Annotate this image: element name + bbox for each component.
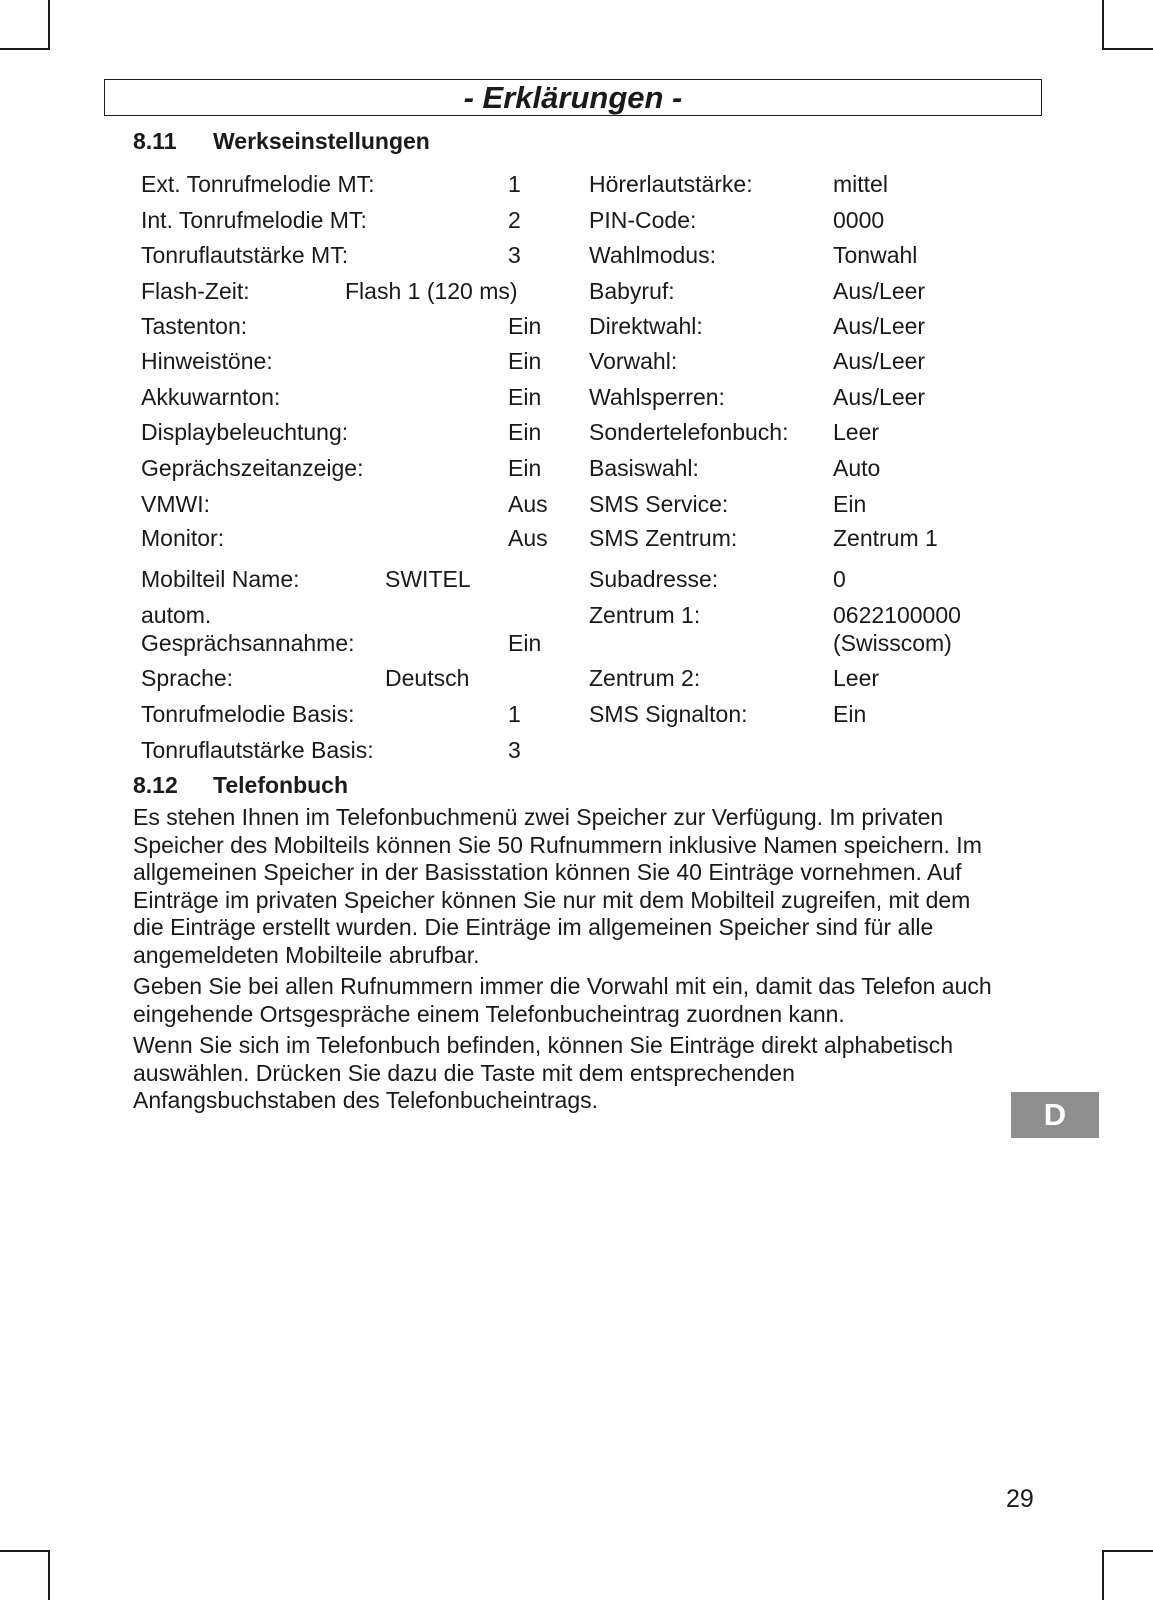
setting-value: Ein — [508, 455, 542, 481]
setting-value: 0000 — [833, 207, 885, 233]
setting-value: 3 — [508, 737, 521, 763]
setting-label: Hörerlautstärke: — [589, 171, 753, 197]
setting-label: Subadresse: — [589, 566, 719, 592]
setting-value: 1 — [508, 701, 521, 727]
setting-label: Monitor: — [141, 525, 225, 551]
setting-value: 2 — [508, 207, 521, 233]
paragraph: Es stehen Ihnen im Telefonbuchmenü zwei Speicher zur Verfügung. Im privaten Speicher des Mobilteils können Sie 50 Rufnummern inklusive Namen speichern. Im allgemeinen Speicher in der Basisstation können Sie 40 Einträge vornehmen. Auf Einträge im privaten Speicher können Sie nur mit dem Mobilteil zugreifen, mit dem die Einträge erstellt wurden. Die Einträge im allgemeinen Speicher sind für alle angemeldeten Mobilteile abrufbar. — [133, 804, 982, 968]
setting-label: Wahlsperren: — [589, 384, 725, 410]
setting-label: Basiswahl: — [589, 455, 699, 481]
crop-mark-top-right — [1102, 48, 1153, 50]
setting-value: Leer — [833, 665, 880, 691]
setting-label: PIN-Code: — [589, 207, 697, 233]
setting-label: Displaybeleuchtung: — [141, 419, 349, 445]
setting-value: 1 — [508, 171, 521, 197]
section-heading-werkseinstellungen — [133, 128, 430, 155]
paragraph: Wenn Sie sich im Telefonbuch befinden, können Sie Einträge direkt alphabetisch auswählen. Drücken Sie dazu die Taste mit dem entsprechenden Anfangsbuchstaben des Telefonbucheintrags. — [133, 1032, 954, 1113]
page-number: 29 — [1006, 1485, 1034, 1513]
language-tab-label: D — [1043, 1097, 1067, 1132]
telefonbuch-body — [133, 804, 993, 1119]
setting-label: Mobilteil Name: — [141, 566, 300, 592]
setting-value: Tonwahl — [833, 242, 918, 268]
setting-value: Ein — [508, 384, 542, 410]
crop-mark-top-right — [1102, 0, 1104, 50]
setting-label: Tastenton: — [141, 313, 248, 339]
paragraph: Geben Sie bei allen Rufnummern immer die Vorwahl mit ein, damit das Telefon auch eingehende Ortsgespräche einem Telefonbucheintrag zuordnen kann. — [133, 973, 992, 1027]
crop-mark-top-left — [0, 48, 50, 50]
crop-mark-top-left — [48, 0, 50, 50]
crop-mark-bottom-right — [1102, 1550, 1104, 1600]
setting-label: Sprache: — [141, 665, 234, 691]
crop-mark-bottom-left — [0, 1550, 50, 1552]
setting-label: VMWI: — [141, 491, 210, 517]
setting-label: SMS Zentrum: — [589, 525, 738, 551]
setting-value: Leer — [833, 419, 880, 445]
setting-value: 3 — [508, 242, 521, 268]
setting-label: Tonruflautstärke Basis: — [141, 737, 374, 763]
section-heading-telefonbuch — [133, 772, 348, 799]
setting-label: Hinweistöne: — [141, 348, 273, 374]
setting-value: Aus/Leer — [833, 348, 926, 374]
setting-value: mittel — [833, 171, 888, 197]
setting-value: Aus — [508, 491, 548, 517]
language-tab — [1011, 1092, 1099, 1138]
setting-value: Ein — [508, 419, 542, 445]
setting-label: Wahlmodus: — [589, 242, 716, 268]
setting-label: SMS Service: — [589, 491, 729, 517]
setting-label-continued: Gesprächsannahme: — [141, 630, 355, 656]
crop-mark-bottom-left — [48, 1550, 50, 1600]
setting-value-continued: (Swisscom) — [833, 630, 952, 656]
setting-value: Ein — [833, 491, 867, 517]
setting-label: Tonruflautstärke MT: — [141, 242, 349, 268]
section-title: Werkseinstellungen — [213, 128, 430, 154]
setting-value: Ein — [508, 630, 542, 656]
setting-value: Aus/Leer — [833, 278, 926, 304]
setting-value: Flash 1 (120 ms) — [345, 278, 518, 304]
setting-value: Auto — [833, 455, 881, 481]
setting-value: Ein — [833, 701, 867, 727]
setting-label: Ext. Tonrufmelodie MT: — [141, 171, 375, 197]
setting-value: Zentrum 1 — [833, 525, 938, 551]
setting-label: SMS Signalton: — [589, 701, 748, 727]
setting-label: Sondertelefonbuch: — [589, 419, 789, 445]
setting-label: Int. Tonrufmelodie MT: — [141, 207, 367, 233]
page-header — [104, 79, 1042, 116]
setting-label: Flash-Zeit: — [141, 278, 250, 304]
setting-label: Zentrum 2: — [589, 665, 701, 691]
setting-value: 0 — [833, 566, 846, 592]
setting-value: Ein — [508, 348, 542, 374]
setting-label: Direktwahl: — [589, 313, 703, 339]
setting-value: Aus/Leer — [833, 384, 926, 410]
section-number: 8.12 — [133, 772, 178, 798]
setting-label: Tonrufmelodie Basis: — [141, 701, 355, 727]
setting-value: Deutsch — [385, 665, 470, 691]
setting-label: Vorwahl: — [589, 348, 678, 374]
setting-value: Aus — [508, 525, 548, 551]
section-title: Telefonbuch — [213, 772, 349, 798]
setting-label: Zentrum 1: — [589, 602, 701, 628]
setting-label: Geprächszeitanzeige: — [141, 455, 364, 481]
setting-value: 0622100000 — [833, 602, 961, 628]
setting-label: autom. — [141, 602, 212, 628]
section-number: 8.11 — [133, 128, 177, 154]
crop-mark-bottom-right — [1102, 1550, 1153, 1552]
setting-label: Babyruf: — [589, 278, 675, 304]
setting-value: Ein — [508, 313, 542, 339]
setting-value: SWITEL — [385, 566, 471, 592]
setting-label: Akkuwarnton: — [141, 384, 281, 410]
header-title: - Erklärungen - — [463, 80, 683, 115]
setting-value: Aus/Leer — [833, 313, 926, 339]
